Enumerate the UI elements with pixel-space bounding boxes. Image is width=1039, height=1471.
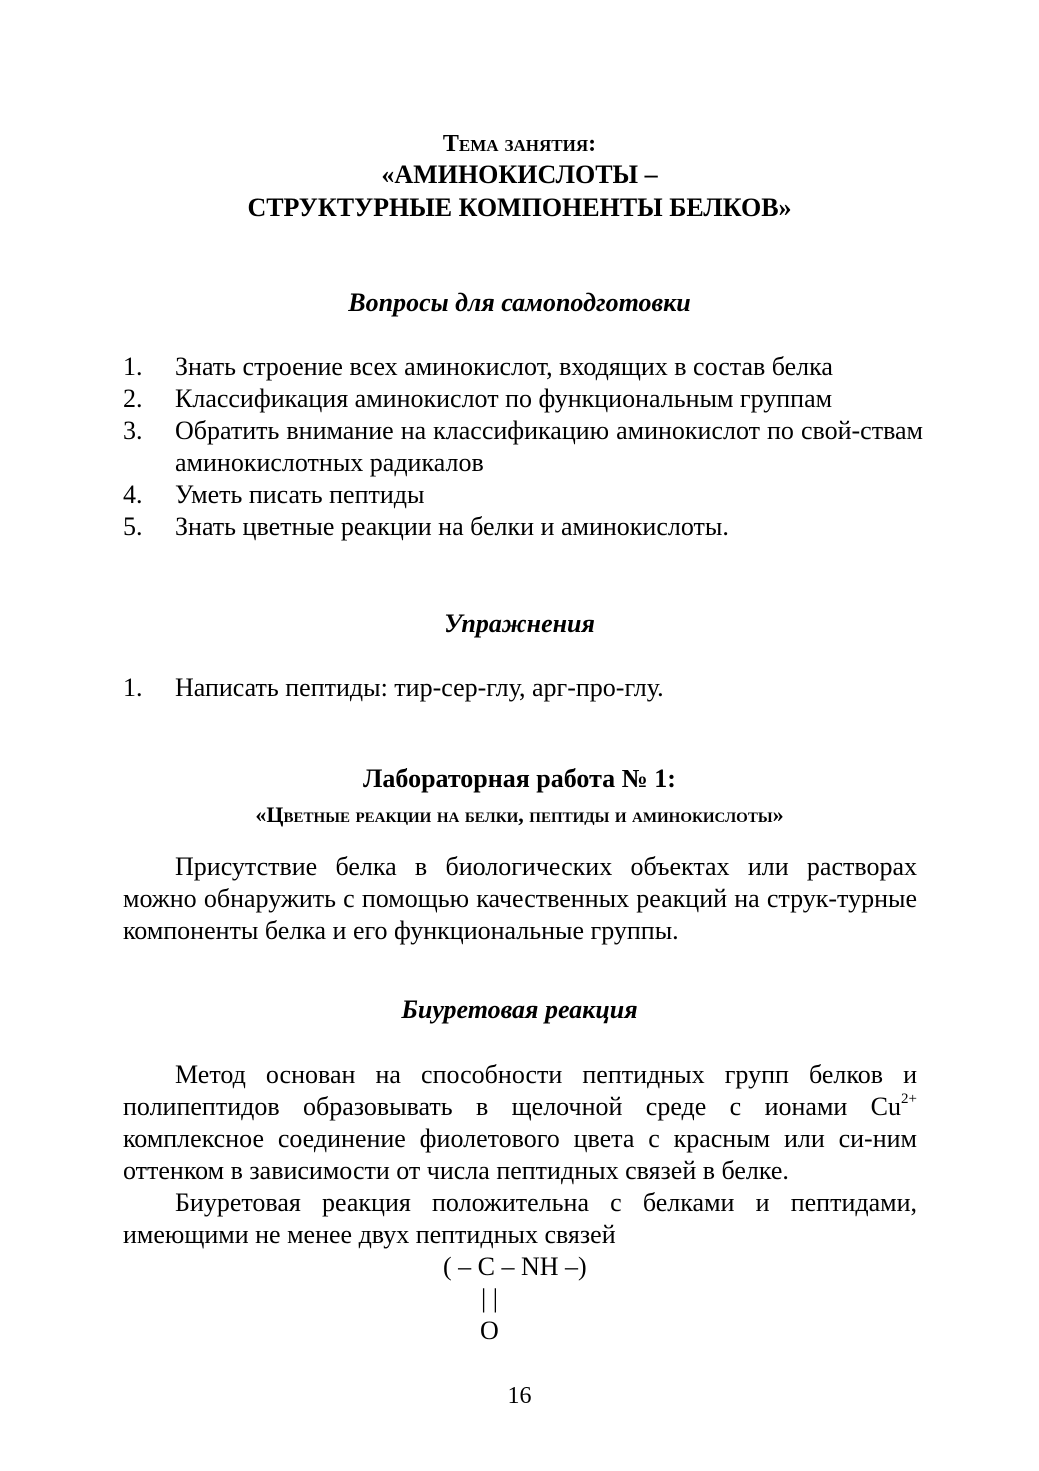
biuret-paragraph-1	[123, 1059, 917, 1187]
peptide-bond-formula-line1: ( – C – NH –)	[443, 1252, 587, 1281]
list-item-number: 1.	[123, 352, 143, 381]
topic-label-text: Тема занятия:	[442, 131, 597, 157]
list-item-number: 1.	[123, 673, 143, 702]
topic-label	[0, 128, 1039, 160]
page-number: 16	[507, 1383, 532, 1409]
list-item-text: Знать цветные реакции на белки и аминокислоты.	[175, 512, 729, 541]
list-item-text: Уметь писать пептиды	[175, 480, 425, 509]
list-item-number: 4.	[123, 480, 143, 509]
biuret-heading: Биуретовая реакция	[401, 995, 638, 1024]
topic-title-line2: СТРУКТУРНЫЕ КОМПОНЕНТЫ БЕЛКОВ»	[247, 193, 792, 222]
list-item-text: Классификация аминокислот по функциональным группам	[175, 384, 833, 413]
lab-title: Лабораторная работа № 1:	[363, 764, 676, 793]
topic-title-line1: «АМИНОКИСЛОТЫ –	[381, 160, 658, 189]
lab-subtitle	[0, 799, 1039, 831]
list-item	[123, 383, 923, 415]
list-item	[123, 672, 923, 704]
self-prep-list	[123, 351, 923, 543]
peptide-bond-formula-oxygen: O	[480, 1316, 499, 1345]
self-prep-heading: Вопросы для самоподготовки	[348, 288, 691, 317]
biuret-paragraph-2: Биуретовая реакция положительна с белками и пептидами, имеющими не менее двух пептидных связей	[123, 1188, 917, 1249]
lab-subtitle-text: «Цветные реакции на белки, пептиды и аминокислоты»	[255, 802, 784, 827]
biuret-paragraph-1-continuation: комплексное соединение фиолетового цвета с красным или си-ним оттенком в зависимости от числа пептидных связей в белке.	[123, 1124, 917, 1185]
list-item-text: Знать строение всех аминокислот, входящих в состав белка	[175, 352, 833, 381]
copper-charge-superscript: 2+	[901, 1091, 917, 1107]
list-item	[123, 415, 923, 479]
exercises-heading: Упражнения	[444, 609, 595, 638]
list-item-text: Обратить внимание на классификацию аминокислот по свой-ствам аминокислотных радикалов	[175, 416, 923, 477]
list-item-number: 5.	[123, 512, 143, 541]
list-item-number: 3.	[123, 416, 143, 445]
list-item	[123, 479, 923, 511]
biuret-paragraph-1-text: Метод основан на способности пептидных групп белков и полипептидов образовывать в щелочной среде с ионами Cu	[123, 1060, 917, 1121]
list-item	[123, 511, 923, 543]
list-item-text: Написать пептиды: тир-сер-глу, арг-про-глу.	[175, 673, 664, 702]
exercises-list	[123, 672, 923, 704]
lab-intro-paragraph: Присутствие белка в биологических объектах или растворах можно обнаружить с помощью качественных реакций на струк-турные компоненты белка и его функциональные группы.	[123, 852, 917, 945]
peptide-bond-formula-double-bond: | |	[481, 1284, 498, 1313]
list-item-number: 2.	[123, 384, 143, 413]
list-item	[123, 351, 923, 383]
